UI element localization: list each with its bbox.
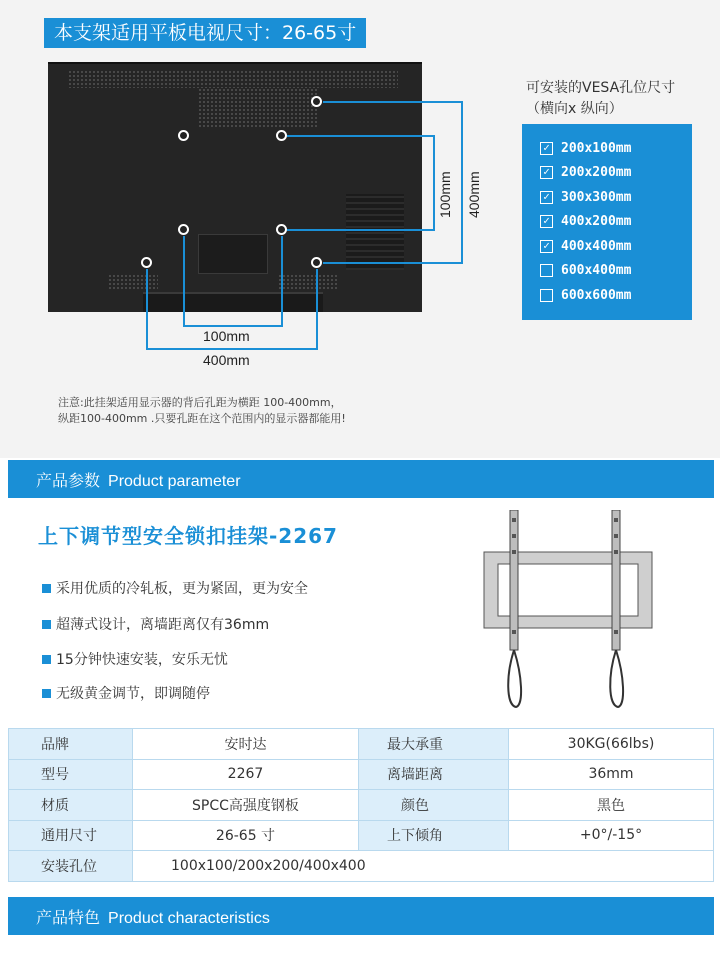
- spec-label: 型号: [9, 759, 133, 790]
- section-title-en: Product parameter: [108, 473, 241, 490]
- note-line2: 纵距100-400mm .只要孔距在这个范围内的显示器都能用!: [58, 412, 346, 425]
- table-row: [9, 851, 714, 882]
- hole-100-right: [276, 224, 287, 235]
- checkbox-icon: ✓: [540, 142, 553, 155]
- section-title: [36, 468, 241, 491]
- vesa-item: [540, 234, 692, 259]
- vesa-item: [540, 283, 692, 308]
- hole-400-top-right: [311, 96, 322, 107]
- vesa-heading-line2: （横向x 纵向）: [526, 101, 623, 117]
- vesa-item-label: 400x200mm: [561, 214, 632, 230]
- checkbox-icon: [540, 289, 553, 302]
- hole-400-bottom-right: [311, 257, 322, 268]
- feature-item: [42, 649, 228, 669]
- stand-base: [143, 292, 323, 312]
- vent-center: [198, 88, 318, 128]
- vesa-item: [540, 185, 692, 210]
- vesa-item: [540, 161, 692, 186]
- dim-100mm-vertical: 100mm: [437, 171, 453, 218]
- table-row: [9, 790, 714, 821]
- vesa-item-label: 200x100mm: [561, 140, 632, 156]
- checkbox-icon: ✓: [540, 191, 553, 204]
- section-title-cn: 产品参数: [36, 471, 101, 490]
- vesa-item-label: 600x600mm: [561, 287, 632, 303]
- spec-label: 颜色: [359, 790, 509, 821]
- hole-200-top-left: [178, 130, 189, 141]
- spec-label: 安装孔位: [9, 851, 133, 882]
- product-title: 上下调节型安全锁扣挂架-2267: [38, 524, 338, 548]
- spec-value: 36mm: [509, 759, 714, 790]
- bullet-square-icon: [42, 584, 51, 593]
- vesa-heading: [526, 78, 675, 120]
- feature-item: [42, 578, 308, 598]
- feature-item: [42, 614, 269, 634]
- feature-text: 无级黄金调节，即调随停: [56, 686, 210, 702]
- dim-400mm-horizontal: 400mm: [203, 352, 250, 368]
- spec-value: 2267: [133, 759, 359, 790]
- vent-bottom-right: [278, 274, 338, 290]
- spec-value: +0°/-15°: [509, 820, 714, 851]
- table-row: [9, 729, 714, 760]
- checkbox-icon: [540, 264, 553, 277]
- vent-bottom-left: [108, 274, 158, 290]
- section-title-cn: 产品特色: [36, 908, 101, 927]
- vesa-item: [540, 210, 692, 235]
- bracket-image: [478, 510, 658, 710]
- feature-item: [42, 683, 210, 703]
- io-ports: [346, 194, 404, 270]
- spec-value: 100x100/200x200/400x400: [133, 851, 714, 882]
- hole-400-bottom-left: [141, 257, 152, 268]
- spec-label: 品牌: [9, 729, 133, 760]
- spec-label: 上下倾角: [359, 820, 509, 851]
- stand-mount: [198, 234, 268, 274]
- dim-100mm-horizontal: 100mm: [203, 328, 250, 344]
- bullet-square-icon: [42, 655, 51, 664]
- vent-top: [68, 70, 398, 88]
- bullet-square-icon: [42, 620, 51, 629]
- note-line1: 注意:此挂架适用显示器的背后孔距为横距 100-400mm，: [58, 396, 342, 409]
- feature-text: 超薄式设计，离墙距离仅有36mm: [56, 617, 270, 633]
- vesa-item-label: 600x400mm: [561, 263, 632, 279]
- vesa-item-label: 400x400mm: [561, 238, 632, 254]
- vesa-item-label: 300x300mm: [561, 189, 632, 205]
- spec-table: [8, 728, 714, 882]
- spec-label: 通用尺寸: [9, 820, 133, 851]
- section-title-en: Product characteristics: [108, 910, 270, 927]
- spec-value: 26-65 寸: [133, 820, 359, 851]
- checkbox-icon: ✓: [540, 166, 553, 179]
- spec-label: 最大承重: [359, 729, 509, 760]
- table-row: [9, 759, 714, 790]
- dim-400mm-vertical: 400mm: [466, 171, 482, 218]
- feature-text: 采用优质的冷轧板，更为紧固，更为安全: [56, 581, 308, 597]
- tv-back-image: [48, 62, 422, 312]
- hole-200-top-right: [276, 130, 287, 141]
- spec-value: 30KG(66lbs): [509, 729, 714, 760]
- spec-value: 黑色: [509, 790, 714, 821]
- table-row: [9, 820, 714, 851]
- vesa-item-label: 200x200mm: [561, 165, 632, 181]
- vesa-item: [540, 136, 692, 161]
- spec-value: SPCC高强度钢板: [133, 790, 359, 821]
- size-title: 本支架适用平板电视尺寸：26-65寸: [44, 18, 366, 48]
- section-header-characteristics: [8, 897, 714, 935]
- section-header-parameter: [8, 460, 714, 498]
- vesa-item: [540, 259, 692, 284]
- spec-value: 安时达: [133, 729, 359, 760]
- vesa-heading-line1: 可安装的VESA孔位尺寸: [526, 80, 676, 96]
- checkbox-icon: ✓: [540, 215, 553, 228]
- bullet-square-icon: [42, 689, 51, 698]
- hole-100-left: [178, 224, 189, 235]
- feature-text: 15分钟快速安装，安乐无忧: [56, 652, 228, 668]
- spec-label: 材质: [9, 790, 133, 821]
- spec-label: 离墙距离: [359, 759, 509, 790]
- compatibility-note: [58, 395, 346, 427]
- vesa-checklist: [522, 124, 692, 320]
- checkbox-icon: ✓: [540, 240, 553, 253]
- section-title: [36, 905, 270, 928]
